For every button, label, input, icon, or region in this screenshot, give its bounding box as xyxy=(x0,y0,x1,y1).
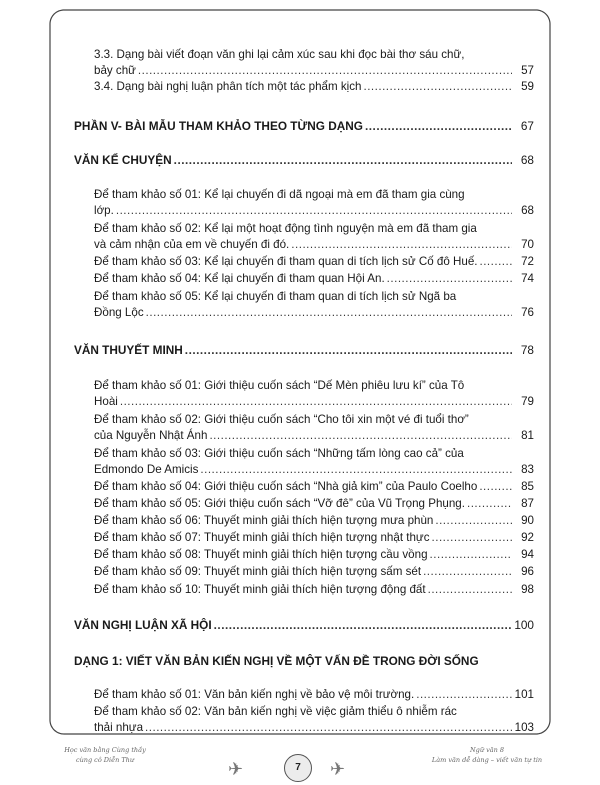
leader-dots xyxy=(423,565,512,579)
footer-left-tagline xyxy=(60,745,150,765)
page-number: 85 xyxy=(521,480,534,493)
toc-entry-cont[interactable] xyxy=(94,204,534,218)
toc-entry-text: Để tham khảo số 06: Thuyết minh giải thích hiện tượng mưa phùn xyxy=(94,514,434,527)
page-number: 101 xyxy=(514,688,534,701)
toc-entry-text: 3.4. Dạng bài nghị luận phân tích một tác phẩm kịch xyxy=(94,80,362,93)
leader-dots xyxy=(435,514,512,528)
page-number: 70 xyxy=(521,238,534,251)
leader-dots xyxy=(214,618,512,632)
leader-dots xyxy=(479,480,512,494)
page-number: 68 xyxy=(520,153,534,167)
toc-entry-text: Hoài xyxy=(94,395,118,408)
paper-plane-icon: ✈ xyxy=(330,759,346,779)
toc-entry[interactable] xyxy=(94,48,534,62)
page-number: 74 xyxy=(521,272,534,285)
toc-heading[interactable] xyxy=(74,153,534,167)
toc-heading[interactable] xyxy=(74,654,534,668)
leader-dots xyxy=(363,80,512,94)
toc-entry[interactable] xyxy=(94,705,534,719)
leader-dots xyxy=(479,255,512,269)
page-number: 57 xyxy=(521,64,534,77)
toc-entry-text: Để tham khảo số 04: Giới thiệu cuốn sách “Nhà giả kim” của Paulo Coelho xyxy=(94,480,478,493)
toc-entry-text: 3.3. Dạng bài viết đoạn văn ghi lại cảm xúc sau khi đọc bài thơ sáu chữ, xyxy=(94,48,465,61)
toc-entry-text: Để tham khảo số 10: Thuyết minh giải thích hiện tượng động đất xyxy=(94,583,426,596)
heading-text: VĂN NGHỊ LUẬN XÃ HỘI xyxy=(74,618,212,632)
page-number: 76 xyxy=(521,306,534,319)
page-number: 94 xyxy=(521,548,534,561)
toc-heading[interactable] xyxy=(74,119,534,133)
toc-entry-text: Để tham khảo số 03: Giới thiệu cuốn sách “Những tấm lòng cao cả” của xyxy=(94,447,464,460)
heading-text: PHẦN V- BÀI MẪU THAM KHẢO THEO TỪNG DẠNG xyxy=(74,119,363,133)
toc-entry-cont[interactable] xyxy=(94,238,534,252)
toc-entry-text: Edmondo De Amicis xyxy=(94,463,199,476)
toc-entry-cont[interactable] xyxy=(94,306,534,320)
toc-entry-text: bảy chữ xyxy=(94,64,136,77)
leader-dots xyxy=(185,343,512,357)
toc-entry[interactable] xyxy=(94,480,534,494)
toc-entry[interactable] xyxy=(94,688,534,702)
page-number: 100 xyxy=(514,618,534,632)
footer-right-line1: Ngữ văn 8 xyxy=(469,746,505,754)
toc-entry-text: Để tham khảo số 02: Giới thiệu cuốn sách “Cho tôi xin một vé đi tuổi thơ” xyxy=(94,413,469,426)
paper-plane-icon: ✈ xyxy=(228,759,244,779)
leader-dots xyxy=(428,583,512,597)
toc-entry-text: Để tham khảo số 09: Thuyết minh giải thích hiện tượng sấm sét xyxy=(94,565,422,578)
leader-dots xyxy=(467,497,512,511)
leader-dots xyxy=(146,306,512,320)
toc-entry-text: và cảm nhận của em về chuyến đi đó. xyxy=(94,238,290,251)
toc-entry[interactable] xyxy=(94,188,534,202)
toc-entry[interactable] xyxy=(94,514,534,528)
toc-entry-text: Để tham khảo số 07: Thuyết minh giải thích hiện tượng nhật thực xyxy=(94,531,430,544)
heading-text: VĂN THUYẾT MINH xyxy=(74,343,183,357)
footer-right-line2: Làm văn dễ dàng – viết văn tự tin xyxy=(431,756,543,764)
leader-dots xyxy=(138,64,512,78)
footer-left-line2: cùng cô Diễn Thư xyxy=(75,756,135,764)
toc-entry-text: Để tham khảo số 01: Kể lại chuyến đi dã ngoại mà em đã tham gia cùng xyxy=(94,188,465,201)
toc-entry-text: Để tham khảo số 02: Văn bản kiến nghị về việc giảm thiểu ô nhiễm rác xyxy=(94,705,457,718)
page-number: 96 xyxy=(521,565,534,578)
toc-entry[interactable] xyxy=(94,290,534,304)
page-number: 98 xyxy=(521,583,534,596)
toc-entry-text: thải nhựa xyxy=(94,721,144,734)
page-number: 83 xyxy=(521,463,534,476)
leader-dots xyxy=(120,395,512,409)
toc-entry-cont[interactable] xyxy=(94,395,534,409)
page-number: 67 xyxy=(520,119,534,133)
toc-entry[interactable] xyxy=(94,548,534,562)
leader-dots xyxy=(432,531,513,545)
page-number-badge: 7 xyxy=(284,754,312,782)
toc-entry[interactable] xyxy=(94,583,534,597)
leader-dots xyxy=(387,272,512,286)
page-number: 68 xyxy=(521,204,534,217)
toc-entry[interactable] xyxy=(94,379,534,393)
toc-entry[interactable] xyxy=(94,447,534,461)
leader-dots xyxy=(430,548,512,562)
toc-entry-text: Để tham khảo số 03: Kể lại chuyến đi tham quan di tích lịch sử Cố đô Huế. xyxy=(94,255,478,268)
footer-left-line1: Học văn bằng Cùng thầy xyxy=(64,746,146,754)
leader-dots xyxy=(365,119,512,133)
toc-entry-text: của Nguyễn Nhật Ánh xyxy=(94,429,208,442)
page-number: 87 xyxy=(521,497,534,510)
toc-entry-text: Đồng Lộc xyxy=(94,306,144,319)
page-number: 78 xyxy=(520,343,534,357)
toc-entry-text: lớp. xyxy=(94,204,114,217)
toc-entry[interactable] xyxy=(94,497,534,511)
toc-entry[interactable] xyxy=(94,413,534,427)
toc-entry-text: Để tham khảo số 04: Kể lại chuyến đi tham quan Hội An. xyxy=(94,272,385,285)
toc-entry-text: Để tham khảo số 01: Giới thiệu cuốn sách “Dế Mèn phiêu lưu kí” của Tô xyxy=(94,379,465,392)
page-number: 81 xyxy=(521,429,534,442)
toc-entry-text: Để tham khảo số 08: Thuyết minh giải thích hiện tượng cầu vồng xyxy=(94,548,428,561)
toc-entry[interactable] xyxy=(94,255,534,269)
toc-entry[interactable] xyxy=(94,565,534,579)
leader-dots xyxy=(209,429,512,443)
heading-text: VĂN KỂ CHUYỆN xyxy=(74,153,172,167)
leader-dots xyxy=(200,463,512,477)
toc-entry[interactable] xyxy=(94,272,534,286)
toc-heading[interactable] xyxy=(74,343,534,357)
page-number: 72 xyxy=(521,255,534,268)
page-number: 92 xyxy=(521,531,534,544)
toc-entry-text: Để tham khảo số 01: Văn bản kiến nghị về bảo vệ môi trường. xyxy=(94,688,415,701)
toc-heading[interactable] xyxy=(74,618,534,632)
page-number: 103 xyxy=(514,721,534,734)
toc-entry-cont[interactable] xyxy=(94,463,534,477)
leader-dots xyxy=(416,688,512,702)
toc-entry[interactable] xyxy=(94,222,534,236)
page-number: 79 xyxy=(521,395,534,408)
page-number: 59 xyxy=(521,80,534,93)
toc-entry-text: Để tham khảo số 05: Giới thiệu cuốn sách “Vỡ đê” của Vũ Trọng Phụng. xyxy=(94,497,465,510)
toc-entry-text: Để tham khảo số 05: Kể lại chuyến đi tham quan di tích lịch sử Ngã ba xyxy=(94,290,457,303)
toc-entry-cont[interactable] xyxy=(94,64,534,78)
toc-entry[interactable] xyxy=(94,531,534,545)
toc-entry-cont[interactable] xyxy=(94,721,534,735)
leader-dots xyxy=(116,204,512,218)
page-number: 90 xyxy=(521,514,534,527)
leader-dots xyxy=(291,238,512,252)
toc-entry[interactable] xyxy=(94,80,534,94)
footer-right-tagline xyxy=(412,745,562,765)
heading-text: DẠNG 1: VIẾT VĂN BẢN KIẾN NGHỊ VỀ MỘT VẤN ĐỀ TRONG ĐỜI SỐNG xyxy=(74,654,479,668)
toc-entry-text: Để tham khảo số 02: Kể lại một hoạt động tình nguyện mà em đã tham gia xyxy=(94,222,477,235)
leader-dots xyxy=(174,153,512,167)
toc-entry-cont[interactable] xyxy=(94,429,534,443)
leader-dots xyxy=(145,721,512,735)
